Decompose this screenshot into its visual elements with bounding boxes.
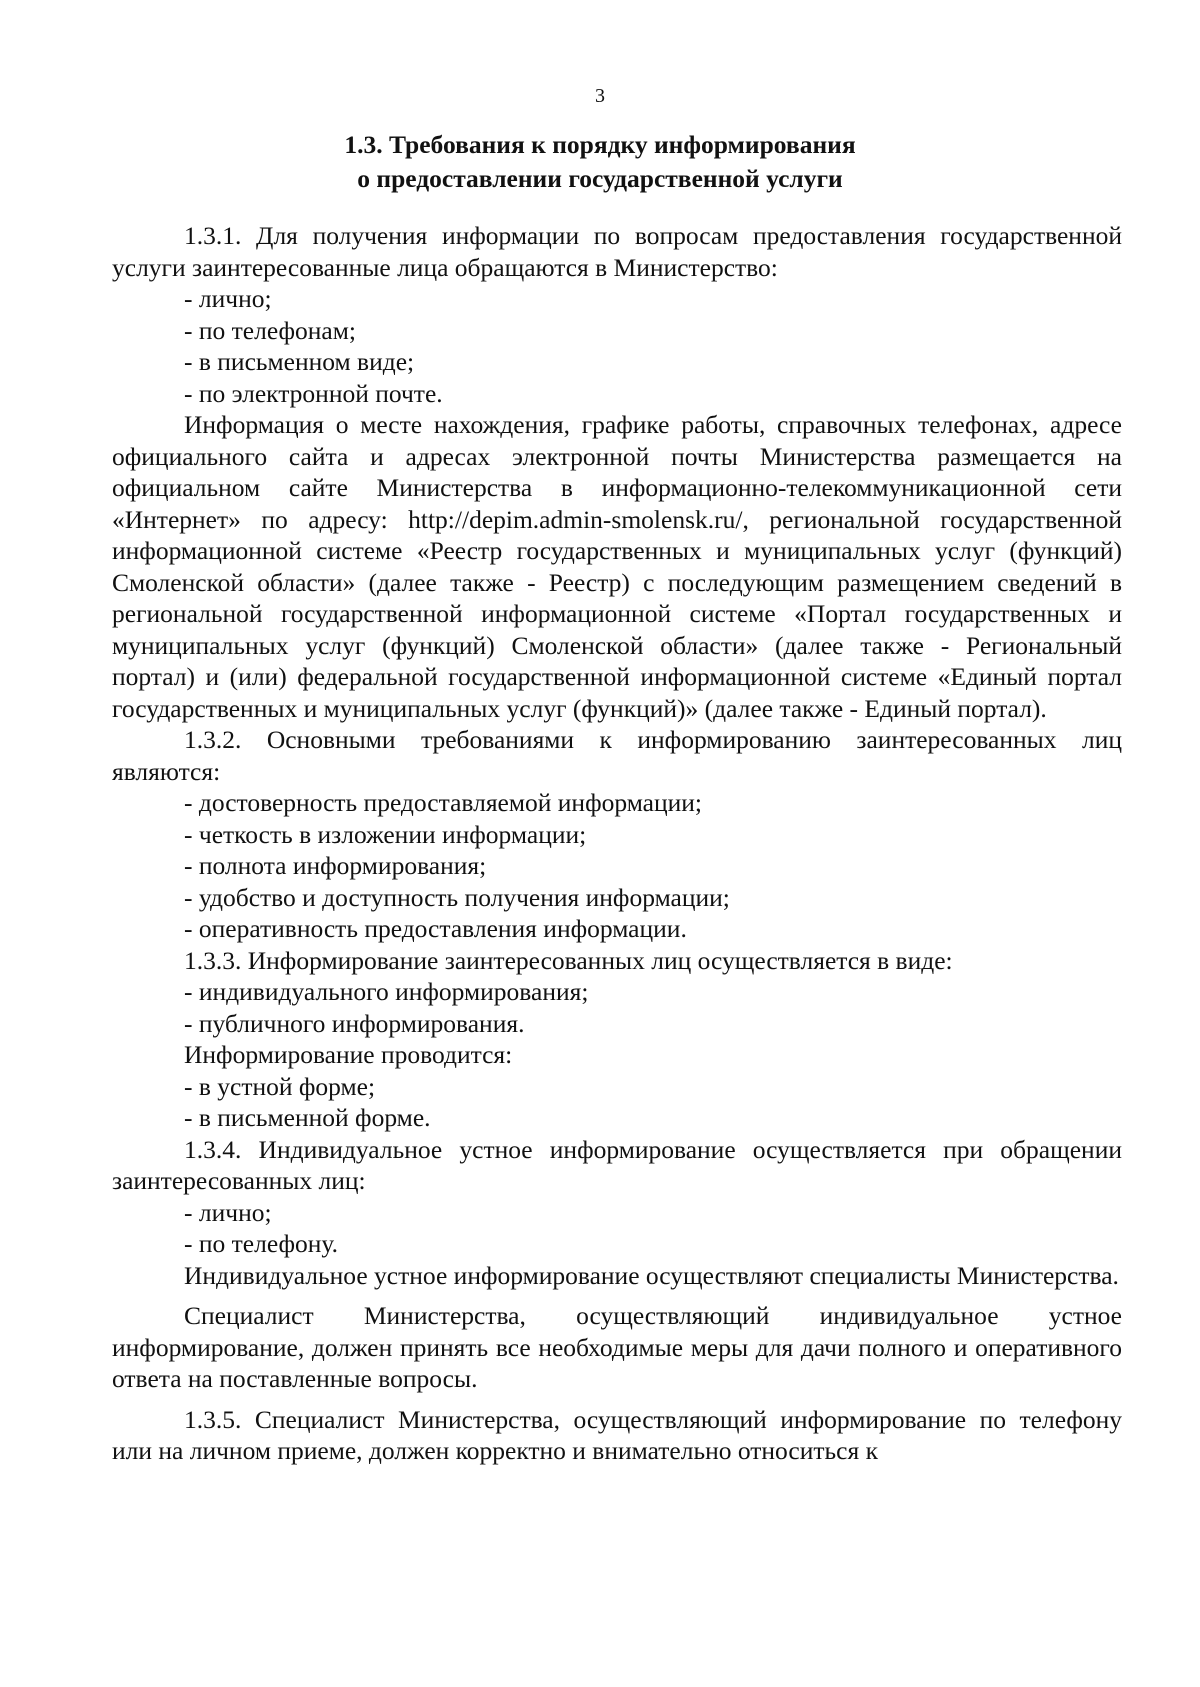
section-heading-line-2: о предоставлении государственной услуги (357, 164, 843, 193)
list-item: - лично; (184, 284, 272, 313)
section-heading (0, 128, 1200, 196)
paragraph-1-3-4: 1.3.4. Индивидуальное устное информирование осуществляется при обращении заинтересованных лиц: (112, 1134, 1122, 1195)
paragraph-1-3-2: 1.3.2. Основными требованиями к информированию заинтересованных лиц являются: (112, 725, 1122, 786)
paragraph-1-3-3: 1.3.3. Информирование заинтересованных лиц осуществляется в виде: (184, 945, 953, 975)
list-item: - четкость в изложении информации; (184, 819, 587, 849)
list-item: - достоверность предоставляемой информации; (184, 788, 703, 817)
list-item: - в письменном виде; (184, 347, 415, 376)
list-item: - в устной форме; (184, 1071, 376, 1101)
list-item: - оперативность предоставления информации. (184, 914, 687, 943)
paragraph-1-3-5: 1.3.5. Специалист Министерства, осуществляющий информирование по телефону или на личном приеме, должен корректно и внимательно относиться к (112, 1404, 1122, 1465)
list-item: - в письменной форме. (184, 1103, 431, 1132)
paragraph-info-location: Информация о месте нахождения, графике работы, справочных телефонах, адресе официального сайта и адресах электронной почты Министерства размещается на официальном сайте Министерства в информационно-телекоммуникационной сети «Интернет» по адресу: http://depim.admin-smolensk.ru/, региональной государственной информационной системе «Реестр государственных и муниципальных услуг (функций) Смоленской области» (далее также - Реестр) с последующим размещением сведений в региональной государственной информационной системе «Портал государственных и муниципальных услуг (функций) Смоленской области» (далее также - Региональный портал) и (или) федеральной государственной информационной системе «Единый портал государственных и муниципальных услуг (функций)» (далее также - Единый портал). (112, 410, 1122, 723)
list-item: - полнота информирования; (184, 851, 487, 880)
document-body (112, 220, 1122, 1467)
list-item: - по телефону. (184, 1229, 338, 1258)
paragraph-1-3-1: 1.3.1. Для получения информации по вопросам предоставления государственной услуги заинтересованные лица обращаются в Министерство: (112, 221, 1122, 282)
list-item: - индивидуального информирования; (184, 977, 589, 1006)
list-item: - публичного информирования. (184, 1008, 525, 1038)
list-item: - лично; (184, 1197, 272, 1227)
paragraph-oral-specialists: Индивидуальное устное информирование осуществляют специалисты Министерства. (184, 1260, 1119, 1290)
paragraph-specialist-duty: Специалист Министерства, осуществляющий индивидуальное устное информирование, должен принять все необходимые меры для дачи полного и оперативного ответа на поставленные вопросы. (112, 1301, 1122, 1393)
page-number: 3 (595, 85, 605, 107)
list-item: - удобство и доступность получения информации; (184, 882, 730, 912)
section-heading-line-1: 1.3. Требования к порядку информирования (344, 130, 856, 159)
list-item: - по электронной почте. (184, 378, 443, 408)
list-item: - по телефонам; (184, 315, 356, 345)
paragraph-informing-forms: Информирование проводится: (184, 1040, 513, 1069)
